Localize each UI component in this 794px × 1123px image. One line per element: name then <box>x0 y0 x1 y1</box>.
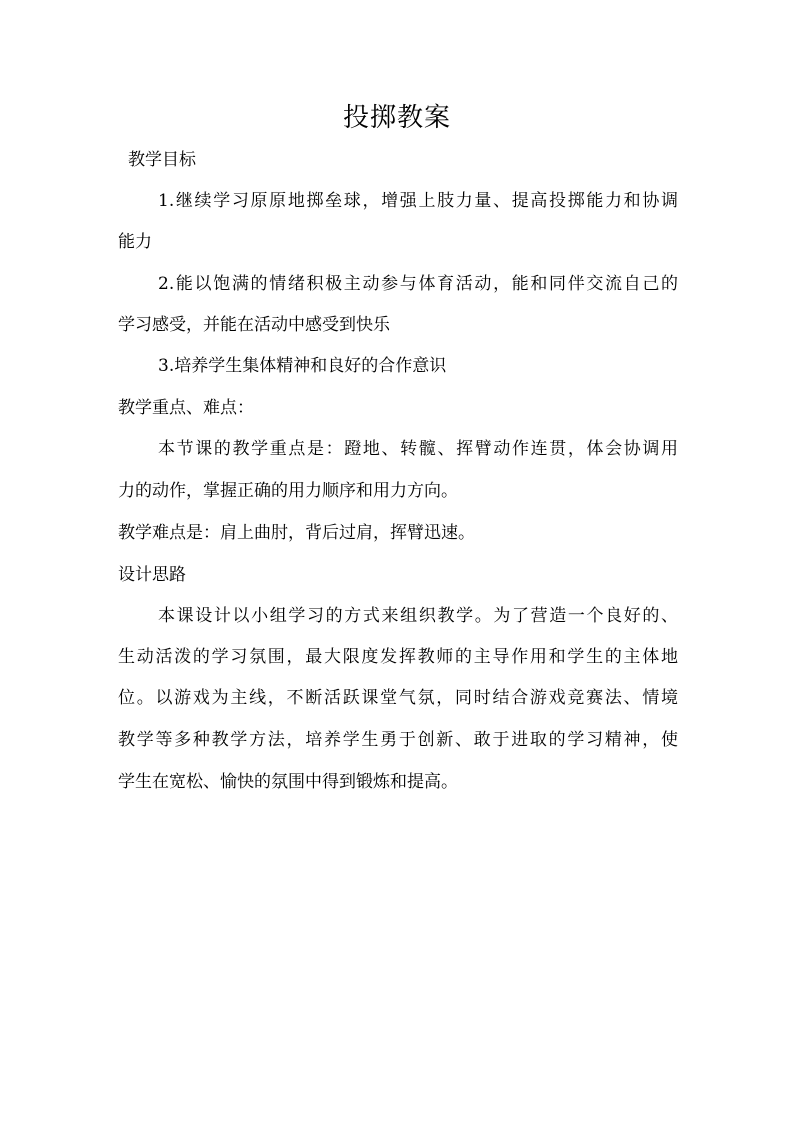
objective-1-line-2: 能力 <box>118 232 152 252</box>
document-title: 投掷教案 <box>342 103 451 133</box>
objective-2-line-1: 2.能以饱满的情绪积极主动参与体育活动，能和同伴交流自己的 <box>158 274 678 294</box>
design-line-4: 教学等多种教学方法，培养学生勇于创新、敢于进取的学习精神，使 <box>118 730 678 750</box>
objective-1-line-1: 1.继续学习原原地掷垒球，增强上肢力量、提高投掷能力和协调 <box>158 191 678 211</box>
design-line-5: 学生在宽松、愉快的氛围中得到锻炼和提高。 <box>118 772 458 792</box>
teaching-focus-line-2: 力的动作，掌握正确的用力顺序和用力方向。 <box>118 481 458 501</box>
design-line-2: 生动活泼的学习氛围，最大限度发挥教师的主导作用和学生的主体地 <box>118 647 678 667</box>
teaching-difficulty: 教学难点是：肩上曲肘，背后过肩，挥臂迅速。 <box>118 523 475 543</box>
objective-3-line-1: 3.培养学生集体精神和良好的合作意识 <box>158 356 447 376</box>
design-heading: 设计思路 <box>118 565 186 585</box>
design-line-3: 位。以游戏为主线，不断活跃课堂气氛，同时结合游戏竞赛法、情境 <box>118 688 678 708</box>
objectives-heading: 教学目标 <box>128 150 196 170</box>
teaching-focus-line-1: 本节课的教学重点是：蹬地、转髋、挥臂动作连贯，体会协调用 <box>158 439 678 459</box>
key-points-heading: 教学重点、难点： <box>118 398 254 418</box>
objective-2-line-2: 学习感受，并能在活动中感受到快乐 <box>118 315 390 335</box>
design-line-1: 本课设计以小组学习的方式来组织教学。为了营造一个良好的、 <box>158 606 678 626</box>
